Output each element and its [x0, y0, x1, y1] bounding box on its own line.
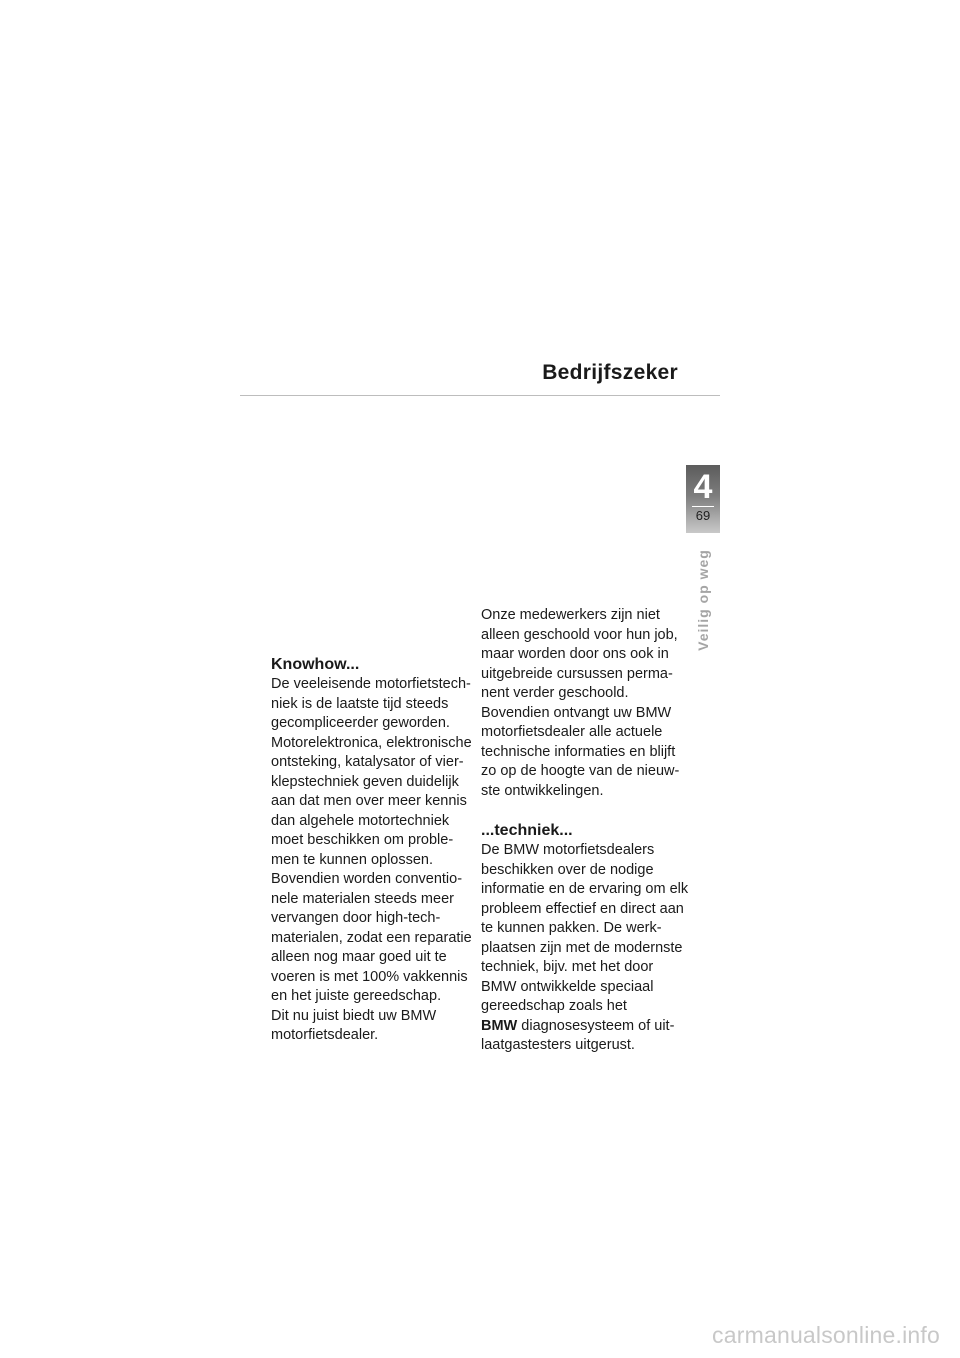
paragraph-spacer	[481, 801, 691, 821]
techniek-paragraph	[481, 841, 691, 1056]
techniek-text-after: diagnosesysteem of uit- laatgastesters uitgerust.	[481, 1017, 675, 1053]
knowhow-paragraph: De veeleisende motorfietstech- niek is de laatste tijd steeds gecompliceerder geworden. Motorelektronica, elektronische ontsteking, katalysator of vier- klepstechniek geven duidelijk aan dat men over meer kennis dan algehele motortechniek moet beschikken om proble- men te kunnen oplossen. Bovendien worden conventio- nele materialen steeds meer vervangen door high-tech- materialen, zodat een reparatie alleen nog maar goed uit te voeren is met 100% vakkennis en het juiste gereedschap. Dit nu juist biedt uw BMW motorfietsdealer.	[271, 676, 472, 1043]
bmw-bold-word: BMW	[481, 1017, 518, 1034]
chapter-side-label: Veilig op weg	[695, 549, 711, 651]
chapter-number: 4	[693, 468, 713, 506]
techniek-heading: ...techniek...	[481, 822, 573, 839]
right-column	[481, 606, 691, 1056]
section-title: Bedrijfszeker	[542, 361, 678, 384]
watermark: carmanualsonline.info	[712, 1322, 940, 1348]
chapter-tab-divider	[692, 506, 714, 507]
knowhow-heading: Knowhow...	[271, 656, 360, 673]
left-column	[271, 655, 481, 1046]
title-divider	[240, 395, 720, 396]
staff-paragraph: Onze medewerkers zijn niet alleen geschoold voor hun job, maar worden door ons ook in uitgebreide cursussen perma- nent verder geschoold. Bovendien ontvangt uw BMW motorfietsdealer alle actuele technische informaties en blijft zo op de hoogte van de nieuw- ste ontwikkelingen.	[481, 607, 680, 799]
chapter-tab	[686, 465, 720, 533]
techniek-text-before: De BMW motorfietsdealers beschikken over de nodige informatie en de ervaring om elk probleem effectief en direct aan te kunnen pakken. De werk- plaatsen zijn met de modernste techniek, bijv. met het door BMW ontwikkelde speciaal gereedschap zoals het	[481, 842, 689, 1014]
page-number: 69	[695, 508, 711, 523]
